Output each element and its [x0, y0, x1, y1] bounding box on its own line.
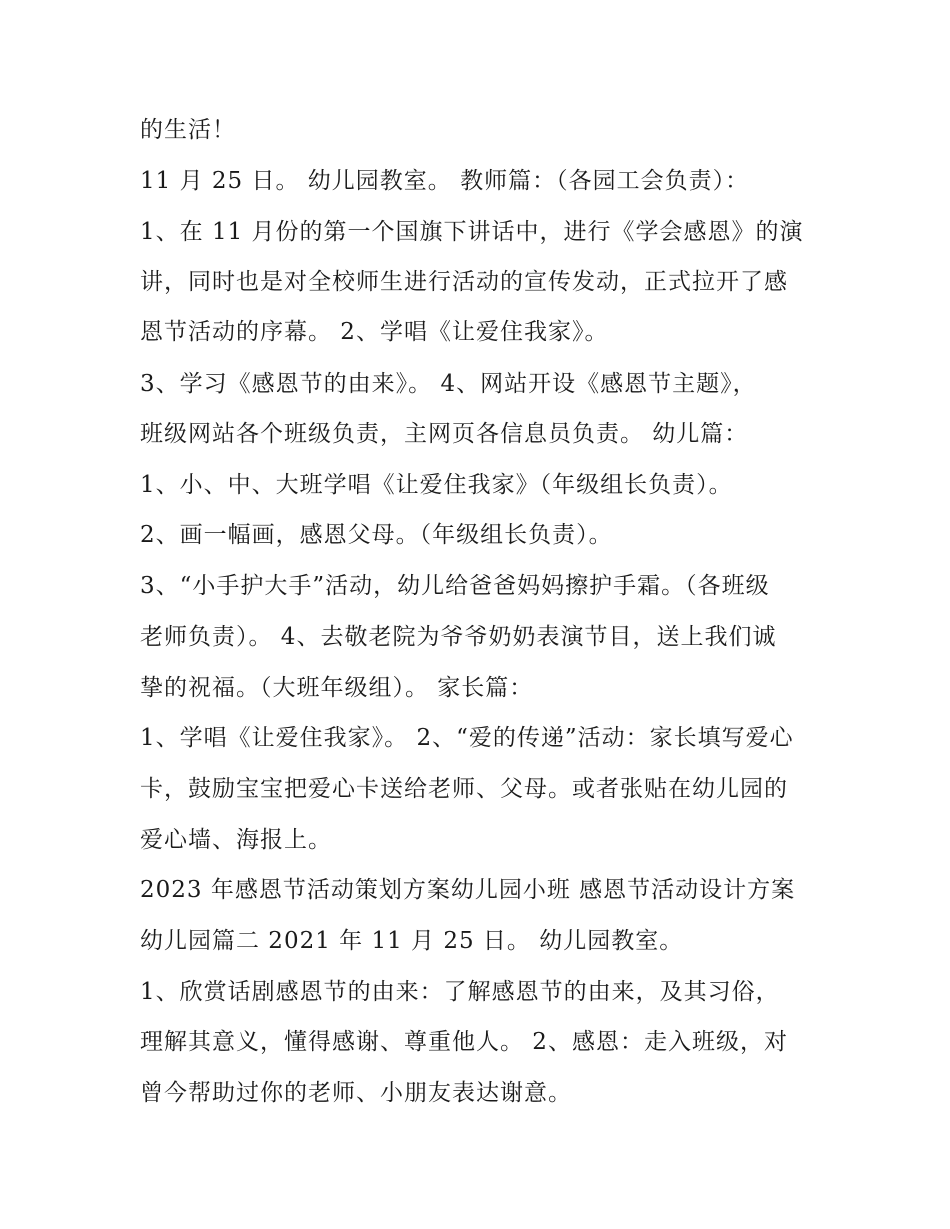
text-line: 挚的祝福。（大班年级组）。 家长篇： [140, 675, 534, 701]
text-line: 班级网站各个班级负责，主网页各信息员负责。 幼儿篇： [140, 421, 749, 447]
text-line: 恩节活动的序幕。 2、学唱《让爱住我家》。 [140, 319, 609, 345]
text-line: 卡，鼓励宝宝把爱心卡送给老师、父母。或者张贴在幼儿园的 [140, 776, 788, 802]
text-line: 爱心墙、海报上。 [140, 827, 332, 853]
text-line: 1、学唱《让爱住我家》。 2、“爱的传递”活动：家长填写爱心 [140, 725, 794, 751]
text-line: 1、小、中、大班学唱《让爱住我家》（年级组长负责）。 [140, 472, 733, 498]
text-line: 1、欣赏话剧感恩节的由来：了解感恩节的由来，及其习俗， [140, 979, 780, 1005]
text-line: 1、在 11 月份的第一个国旗下讲话中，进行《学会感恩》的演 [140, 219, 804, 245]
text-line: 幼儿园篇二 2021 年 11 月 25 日。 幼儿园教室。 [140, 928, 684, 954]
text-line: 3、学习《感恩节的由来》。 4、网站开设《感恩节主题》， [140, 371, 757, 397]
text-line: 11 月 25 日。 幼儿园教室。 教师篇：（各园工会负责）： [140, 168, 750, 194]
text-line: 2023 年感恩节活动策划方案幼儿园小班 感恩节活动设计方案 [140, 877, 796, 903]
text-line: 2、画一幅画，感恩父母。（年级组长负责）。 [140, 522, 613, 548]
text-line: 曾今帮助过你的老师、小朋友表达谢意。 [140, 1080, 572, 1106]
text-line: 的生活！ [140, 117, 236, 143]
text-line: 理解其意义，懂得感谢、尊重他人。 2、感恩：走入班级，对 [140, 1029, 788, 1055]
text-line: 讲，同时也是对全校师生进行活动的宣传发动，正式拉开了感 [140, 269, 788, 295]
text-line: 老师负责）。 4、去敬老院为爷爷奶奶表演节目，送上我们诚 [140, 624, 777, 650]
text-line: 3、“小手护大手”活动，幼儿给爸爸妈妈擦护手霜。（各班级 [140, 573, 770, 599]
